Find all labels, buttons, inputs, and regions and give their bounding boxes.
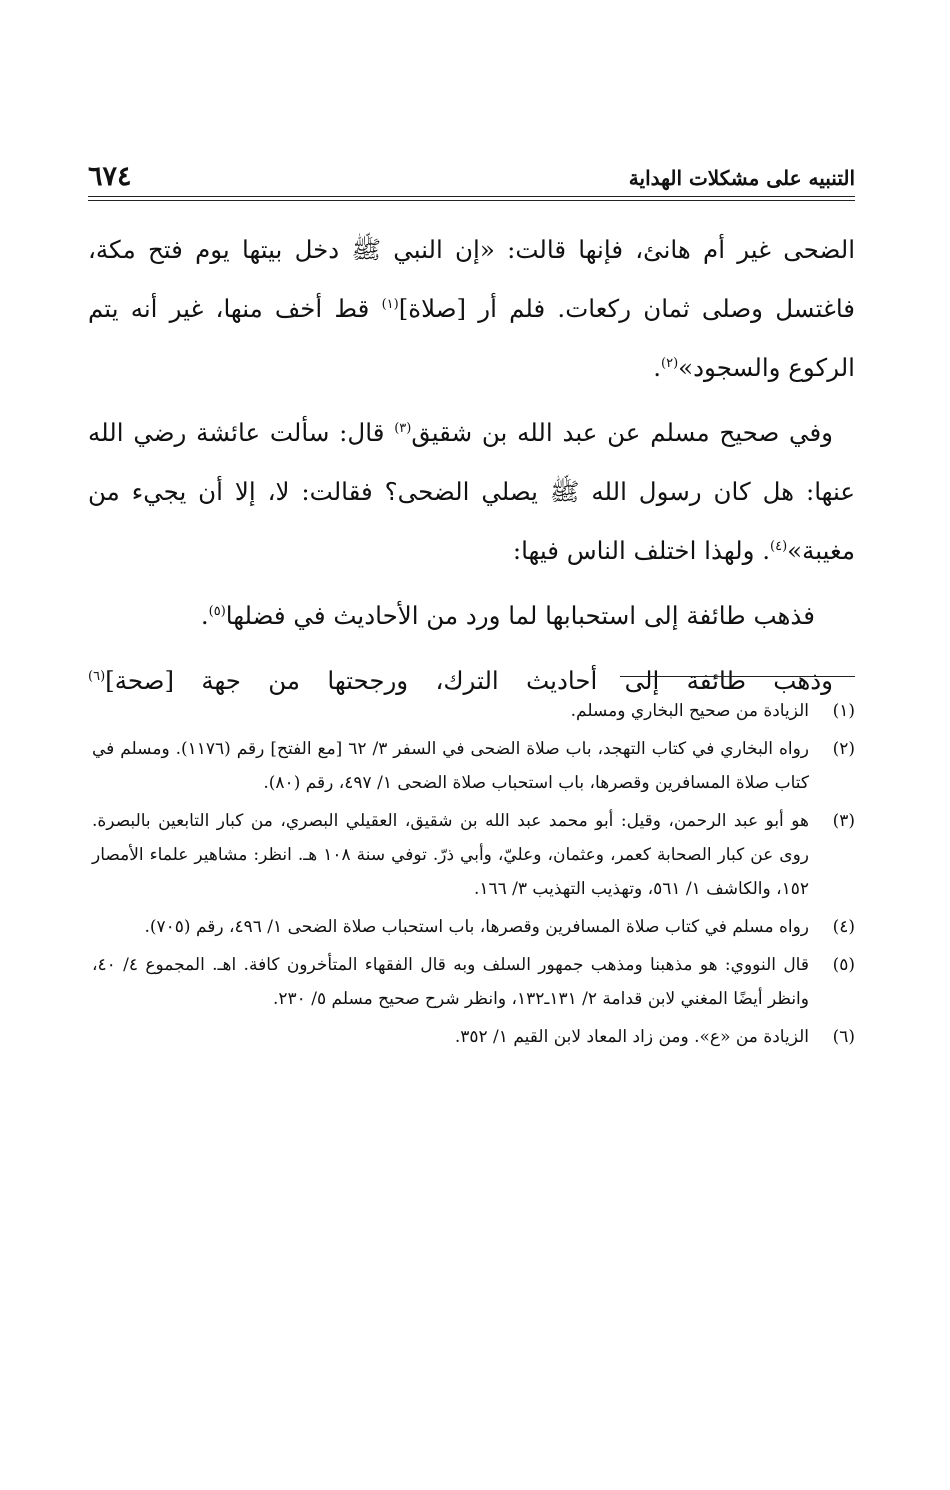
p2-text-2: قال: سألت عائشة رضي الله عنها: هل كان رسول الله ﷺ يصلي الضحى؟ فقالت: لا، إلا أن يجيء من مغيبة» — [88, 418, 855, 565]
footnote-separator — [620, 676, 855, 677]
paragraph-2 — [88, 403, 855, 580]
footnote-ref-6[interactable]: (٦) — [88, 669, 106, 684]
footnote-ref-4[interactable]: (٤) — [770, 539, 788, 554]
footnote-number: (٤) — [832, 917, 855, 937]
footnote-text: رواه البخاري في كتاب التهجد، باب صلاة الضحى في السفر ٣/ ٦٢ [مع الفتح] رقم (١١٧٦). ومسلم في كتاب صلاة المسافرين وقصرها، باب استحباب صلاة الضحى ١/ ٤٩٧، رقم (٨٠). — [92, 739, 809, 793]
footnote-number: (٢) — [832, 739, 855, 759]
footnote-1 — [92, 694, 855, 728]
paragraph-1 — [88, 220, 855, 397]
p3-text-1: فذهب طائفة إلى استحبابها لما ورد من الأحاديث في فضلها — [225, 601, 815, 630]
footnote-number: (٦) — [832, 1027, 855, 1047]
page-number: ٦٧٤ — [88, 161, 132, 192]
p3-text-2: . — [200, 601, 209, 630]
footnotes — [92, 694, 855, 1058]
footnote-text: رواه مسلم في كتاب صلاة المسافرين وقصرها، باب استحباب صلاة الضحى ١/ ٤٩٦، رقم (٧٠٥). — [144, 917, 809, 937]
footnote-6 — [92, 1020, 855, 1054]
footnote-2 — [92, 732, 855, 800]
footnote-ref-2[interactable]: (٢) — [661, 356, 679, 371]
footnote-4 — [92, 910, 855, 944]
footnote-ref-1[interactable]: (١) — [381, 297, 399, 312]
footnote-ref-5[interactable]: (٥) — [208, 604, 226, 619]
footnote-number: (١) — [832, 701, 855, 721]
p2-text-1: وفي صحيح مسلم عن عبد الله بن شقيق — [411, 418, 834, 447]
footnote-text: هو أبو عبد الرحمن، وقيل: أبو محمد عبد الله بن شقيق، العقيلي البصري، من كبار التابعين بالبصرة. روى عن كبار الصحابة كعمر، وعثمان، وعليّ، وأبي ذرّ. توفي سنة ١٠٨ هـ. انظر: مشاهير علماء الأمصار ١٥٢، والكاشف ١/ ٥٦١، وتهذيب التهذيب ٣/ ١٦٦. — [92, 811, 809, 899]
p4-text-1: وذهب طائفة إلى أحاديث الترك، ورجحتها من جهة [صحة] — [105, 666, 833, 695]
footnote-3 — [92, 804, 855, 906]
footnote-5 — [92, 948, 855, 1016]
p1-text-1: الضحى غير أم هانئ، فإنها قالت: «إن النبي ﷺ دخل بيتها يوم فتح مكة، فاغتسل وصلى ثمان ركعات. فلم أر [صلاة] — [88, 235, 855, 323]
p1-text-3: . — [653, 353, 661, 382]
paragraph-3 — [88, 586, 855, 645]
footnote-ref-3[interactable]: (٣) — [394, 421, 412, 436]
footnote-text: قال النووي: هو مذهبنا ومذهب جمهور السلف وبه قال الفقهاء المتأخرون كافة. اهـ. المجموع ٤/ ٤٠، وانظر أيضًا المغني لابن قدامة ٢/ ١٣١ـ١٣٢، وانظر شرح صحيح مسلم ٥/ ٢٣٠. — [92, 955, 809, 1009]
footnote-text: الزيادة من صحيح البخاري ومسلم. — [570, 701, 809, 721]
footnote-text: الزيادة من «ع». ومن زاد المعاد لابن القيم ١/ ٣٥٢. — [454, 1027, 809, 1047]
header-rule — [88, 196, 855, 197]
p1-text-2: قط أخف منها، غير أنه يتم الركوع والسجود» — [88, 294, 855, 382]
header-rule-double — [88, 200, 855, 201]
footnote-number: (٣) — [832, 811, 855, 831]
main-text — [88, 220, 855, 710]
footnote-number: (٥) — [832, 955, 855, 975]
page-header — [88, 152, 855, 192]
p2-text-3: . ولهذا اختلف الناس فيها: — [512, 536, 770, 565]
running-title: التنبيه على مشكلات الهداية — [628, 166, 855, 190]
